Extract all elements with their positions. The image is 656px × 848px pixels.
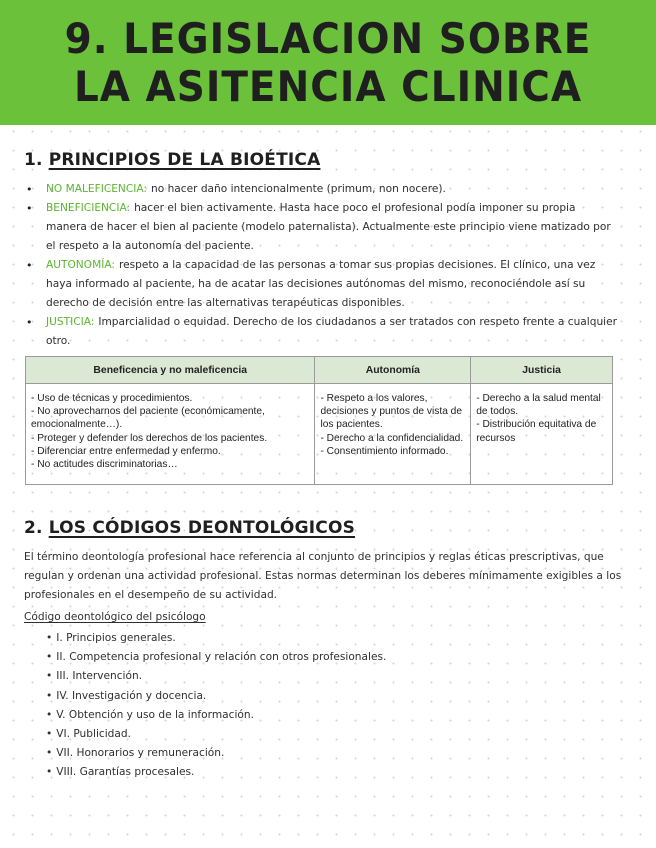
cell-line: - Distribución equitativa de recursos [476, 419, 597, 444]
bullet-icon: • [46, 689, 53, 702]
bullet-icon: • [46, 766, 53, 779]
table-header-cell: Autonomía [315, 357, 471, 384]
bullet-icon: • [46, 670, 53, 683]
section-1-number: 1. [24, 150, 43, 170]
bullet-icon: • [26, 316, 33, 329]
list-item [24, 180, 619, 199]
header-banner [0, 0, 656, 125]
code-item: IV. Investigación y docencia. [56, 689, 207, 702]
bullet-icon: • [26, 259, 33, 272]
section-2-heading [24, 518, 355, 538]
cell-line: - Consentimiento informado. [320, 445, 449, 457]
principle-term: NO MALEFICENCIA: [46, 183, 147, 195]
cell-line: - Proteger y defender los derechos de los pacientes. [31, 432, 268, 444]
table-row [26, 384, 613, 485]
code-item: III. Intervención. [56, 670, 143, 683]
code-item: V. Obtención y uso de la información. [56, 708, 254, 721]
list-item [46, 629, 386, 648]
cell-line: - Uso de técnicas y procedimientos. [31, 393, 193, 404]
bullet-icon: • [46, 708, 53, 721]
principles-table [25, 356, 613, 485]
page-title-line-2: LA ASITENCIA CLINICA [73, 63, 583, 112]
cell-line: - Derecho a la confidencialidad. [320, 432, 464, 444]
deontology-paragraph: El término deontología profesional hace referencia al conjunto de principios y reglas éticas prescriptivas, que regulan y ordenan una actividad profesional. Estas normas determinan los deberes mínimamente exigibles a los profesionales en el desempeño de su actividad. [24, 551, 622, 601]
section-1-heading [24, 150, 320, 170]
bullet-icon: • [46, 728, 53, 741]
principle-term: AUTONOMÍA: [46, 259, 115, 271]
table-cell-justice [471, 384, 613, 485]
bullet-icon: • [46, 651, 53, 664]
list-item [46, 687, 386, 706]
code-item: VI. Publicidad. [56, 728, 131, 741]
cell-line: - No actitudes discriminatorias… [31, 459, 178, 471]
cell-line: - No aprovecharnos del paciente (económicamente, emocionalmente…). [31, 406, 265, 431]
list-item [24, 313, 619, 351]
principle-text: no hacer daño intencionalmente (primum, non nocere). [151, 183, 446, 195]
table-header-cell: Justicia [471, 357, 613, 384]
cell-line: - Derecho a la salud mental de todos. [476, 393, 601, 418]
section-2-title: LOS CÓDIGOS DEONTOLÓGICOS [48, 518, 356, 538]
list-item [46, 667, 386, 686]
bullet-icon: • [46, 747, 53, 760]
code-item: VIII. Garantías procesales. [56, 766, 195, 779]
code-label: Código deontológico del psicólogo [24, 611, 206, 623]
list-item [24, 199, 619, 256]
bioethics-principles-list [24, 180, 619, 351]
section-2-number: 2. [24, 518, 43, 538]
code-item: II. Competencia profesional y relación con otros profesionales. [56, 651, 387, 664]
bullet-icon: • [26, 202, 33, 215]
principle-term: JUSTICIA: [46, 316, 95, 328]
bullet-icon: • [26, 183, 33, 196]
table-cell-beneficence [26, 384, 315, 485]
list-item [46, 763, 386, 782]
list-item [46, 648, 386, 667]
principle-text: Imparcialidad o equidad. Derecho de los ciudadanos a ser tratados con respeto frente a cualquier otro. [46, 316, 618, 347]
code-item: I. Principios generales. [56, 632, 176, 644]
list-item [46, 725, 386, 744]
principle-text: hacer el bien activamente. Hasta hace poco el profesional podía imponer su propia manera de hacer el bien al paciente (modelo paternalista). Actualmente este principio viene matizado por el respeto a la autonomía del paciente. [46, 202, 611, 252]
list-item [24, 256, 619, 313]
section-1-title: PRINCIPIOS DE LA BIOÉTICA [48, 150, 321, 170]
cell-line: - Diferenciar entre enfermedad y enfermo. [31, 445, 221, 457]
table-header-cell: Beneficencia y no maleficencia [26, 357, 315, 384]
table-cell-autonomy [315, 384, 471, 485]
table-header-row [26, 357, 613, 384]
principle-text: respeto a la capacidad de las personas a tomar sus propias decisiones. El clínico, una vez haya informado al paciente, ha de acatar las decisiones autónomas del mismo, reconociéndole así su derecho de decisión entre las alternativas terapéuticas disponibles. [46, 259, 596, 309]
cell-line: - Respeto a los valores, decisiones y puntos de vista de los pacientes. [320, 393, 463, 431]
principle-term: BENEFICIENCIA: [46, 202, 131, 214]
list-item [46, 706, 386, 725]
list-item [46, 744, 386, 763]
code-item: VII. Honorarios y remuneración. [56, 747, 225, 760]
bullet-icon: • [46, 632, 53, 644]
page-title-line-1: 9. LEGISLACION SOBRE [64, 15, 592, 64]
code-sections-list [46, 629, 386, 783]
